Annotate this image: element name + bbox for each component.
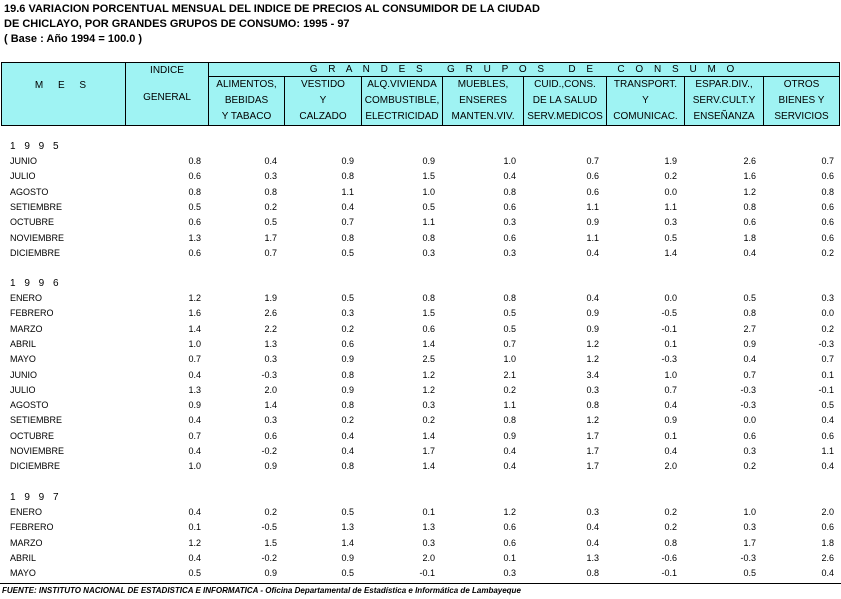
table-cell: 1.0 — [503, 156, 516, 166]
table-row — [0, 370, 841, 384]
table-cell: 0.3 — [264, 171, 277, 182]
table-cell: 0.6 — [743, 217, 756, 228]
table-title-line-1: 19.6 VARIACION PORCENTUAL MENSUAL DEL INDICE DE PRECIOS AL CONSUMIDOR DE LA CIUDAD — [4, 3, 540, 15]
table-cell: -0.1 — [818, 384, 834, 395]
table-cell: 1.5 — [422, 171, 435, 182]
month-label: JUNIO — [10, 369, 37, 380]
table-cell: 0.9 — [264, 568, 277, 579]
table-cell: 0.2 — [664, 171, 677, 182]
table-cell: 0.6 — [586, 186, 599, 197]
table-cell: 0.9 — [341, 156, 354, 166]
table-cell: 2.0 — [264, 384, 277, 395]
year-label: 1 9 9 5 — [10, 141, 62, 152]
table-cell: 0.6 — [821, 430, 834, 441]
table-cell: 2.2 — [264, 323, 277, 334]
table-cell: 1.4 — [188, 323, 201, 334]
table-cell: 1.3 — [188, 232, 201, 243]
table-cell: 0.3 — [422, 400, 435, 411]
table-cell: 1.4 — [664, 247, 677, 258]
month-label: JUNIO — [10, 156, 37, 166]
table-cell: 0.9 — [341, 354, 354, 365]
table-cell: 0.4 — [664, 446, 677, 456]
table-cell: 0.8 — [821, 186, 834, 197]
table-cell: 0.7 — [341, 217, 354, 228]
table-cell: 1.7 — [586, 461, 599, 472]
table-row — [0, 415, 841, 429]
month-label: NOVIEMBRE — [10, 232, 65, 243]
table-cell: 1.4 — [264, 400, 277, 411]
table-cell: -0.1 — [419, 568, 435, 579]
table-cell: 0.6 — [586, 171, 599, 182]
table-cell: 2.0 — [422, 552, 435, 563]
month-label: JULIO — [10, 171, 36, 182]
month-label: OCTUBRE — [10, 217, 55, 228]
table-cell: 2.0 — [664, 461, 677, 472]
table-cell: 0.8 — [664, 537, 677, 548]
table-cell: 0.4 — [188, 507, 201, 517]
table-cell: 0.4 — [188, 552, 201, 563]
header-group-8: OTROS BIENES Y SERVICIOS — [764, 77, 840, 126]
table-cell: 0.7 — [664, 384, 677, 395]
table-cell: 0.9 — [341, 552, 354, 563]
table-cell: 0.3 — [422, 247, 435, 258]
table-cell: 0.8 — [188, 186, 201, 197]
table-base-note: ( Base : Año 1994 = 100.0 ) — [4, 33, 143, 45]
table-row — [0, 385, 841, 399]
header-group-1: ALIMENTOS, BEBIDAS Y TABACO — [209, 77, 285, 126]
table-row — [0, 339, 841, 353]
table-cell: 0.3 — [264, 415, 277, 426]
table-cell: 0.0 — [664, 293, 677, 303]
table-row — [0, 187, 841, 201]
table-cell: 0.5 — [341, 247, 354, 258]
table-cell: 0.8 — [743, 201, 756, 212]
table-row — [0, 461, 841, 475]
table-cell: 0.2 — [264, 201, 277, 212]
table-cell: 0.6 — [188, 217, 201, 228]
table-cell: 0.6 — [188, 171, 201, 182]
table-cell: 0.4 — [188, 369, 201, 380]
table-cell: 1.9 — [664, 156, 677, 166]
month-label: ENERO — [10, 507, 43, 517]
table-cell: 0.3 — [422, 537, 435, 548]
table-cell: 0.4 — [503, 446, 516, 456]
table-cell: 0.8 — [422, 293, 435, 303]
table-cell: 1.0 — [664, 369, 677, 380]
table-cell: 1.2 — [586, 338, 599, 349]
table-row — [0, 553, 841, 567]
table-cell: 0.3 — [586, 507, 599, 517]
table-cell: 0.8 — [586, 400, 599, 411]
table-cell: 0.0 — [821, 308, 834, 319]
table-cell: 1.8 — [743, 232, 756, 243]
table-cell: 0.3 — [264, 354, 277, 365]
table-cell: 0.3 — [664, 217, 677, 228]
year-label: 1 9 9 7 — [10, 492, 62, 503]
month-label: MAYO — [10, 568, 36, 579]
table-cell: 0.9 — [586, 217, 599, 228]
table-cell: 0.8 — [341, 369, 354, 380]
month-label: ABRIL — [10, 338, 37, 349]
table-cell: 0.2 — [664, 507, 677, 517]
month-label: ABRIL — [10, 552, 37, 563]
table-cell: 0.6 — [188, 247, 201, 258]
table-cell: 2.5 — [422, 354, 435, 365]
table-cell: 1.4 — [422, 430, 435, 441]
table-cell: 0.4 — [743, 247, 756, 258]
table-cell: 1.7 — [422, 446, 435, 456]
month-label: DICIEMBRE — [10, 247, 61, 258]
table-cell: 0.6 — [821, 201, 834, 212]
table-cell: 0.6 — [743, 430, 756, 441]
table-cell: 0.6 — [503, 522, 516, 533]
table-cell: 1.1 — [503, 400, 516, 411]
table-cell: 0.2 — [821, 247, 834, 258]
table-cell: -0.2 — [261, 446, 277, 456]
table-cell: 0.7 — [821, 354, 834, 365]
table-cell: 1.1 — [422, 217, 435, 228]
table-cell: 0.6 — [503, 537, 516, 548]
table-cell: 0.2 — [422, 415, 435, 426]
table-cell: 1.4 — [422, 461, 435, 472]
table-row — [0, 400, 841, 414]
table-cell: 1.2 — [743, 186, 756, 197]
table-cell: 0.7 — [586, 156, 599, 166]
table-cell: 0.4 — [821, 568, 834, 579]
table-cell: 0.3 — [743, 446, 756, 456]
table-cell: 0.5 — [503, 323, 516, 334]
table-cell: 0.9 — [586, 323, 599, 334]
table-cell: 0.7 — [188, 430, 201, 441]
table-cell: 2.6 — [743, 156, 756, 166]
table-cell: 0.9 — [341, 384, 354, 395]
table-cell: 0.9 — [264, 461, 277, 472]
month-label: ENERO — [10, 293, 43, 303]
table-cell: -0.6 — [661, 552, 677, 563]
table-cell: 0.6 — [821, 217, 834, 228]
table-cell: 0.1 — [188, 522, 201, 533]
table-cell: 1.8 — [821, 537, 834, 548]
month-label: JULIO — [10, 384, 36, 395]
table-cell: 0.6 — [341, 338, 354, 349]
header-group-7: ESPAR.DIV., SERV.CULT.Y ENSEÑANZA — [685, 77, 764, 126]
table-cell: 0.6 — [422, 323, 435, 334]
table-cell: 1.2 — [503, 507, 516, 517]
header-group-5: CUID.,CONS. DE LA SALUD SERV.MEDICOS — [524, 77, 607, 126]
table-cell: 1.0 — [188, 338, 201, 349]
table-row — [0, 507, 841, 521]
table-cell: 0.2 — [821, 323, 834, 334]
table-row — [0, 522, 841, 536]
table-cell: 0.7 — [264, 247, 277, 258]
table-cell: 0.4 — [821, 415, 834, 426]
table-cell: 1.7 — [586, 446, 599, 456]
table-cell: 1.2 — [188, 293, 201, 303]
table-cell: 0.8 — [264, 186, 277, 197]
table-cell: 2.0 — [821, 507, 834, 517]
table-cell: 0.8 — [341, 400, 354, 411]
table-cell: 1.3 — [188, 384, 201, 395]
header-group-2: VESTIDO Y CALZADO — [285, 77, 362, 126]
table-cell: 0.3 — [503, 217, 516, 228]
table-bottom-rule — [0, 583, 841, 584]
table-cell: 1.5 — [422, 308, 435, 319]
month-label: DICIEMBRE — [10, 461, 61, 472]
table-cell: -0.5 — [261, 522, 277, 533]
table-cell: 0.1 — [664, 430, 677, 441]
table-cell: 0.0 — [664, 186, 677, 197]
table-cell: 1.0 — [743, 507, 756, 517]
table-cell: 0.5 — [188, 201, 201, 212]
header-mes: M E S — [2, 63, 126, 126]
table-cell: 0.5 — [743, 568, 756, 579]
table-cell: 0.4 — [586, 293, 599, 303]
month-label: NOVIEMBRE — [10, 446, 65, 456]
table-cell: 0.5 — [743, 293, 756, 303]
table-cell: 0.4 — [586, 537, 599, 548]
table-cell: 0.3 — [586, 384, 599, 395]
table-cell: 0.0 — [743, 415, 756, 426]
table-cell: -0.5 — [661, 308, 677, 319]
table-cell: 0.4 — [188, 446, 201, 456]
header-group-3: ALQ.VIVIENDA COMBUSTIBLE, ELECTRICIDAD — [362, 77, 443, 126]
table-row — [0, 217, 841, 231]
table-cell: -0.3 — [661, 354, 677, 365]
table-cell: 1.3 — [422, 522, 435, 533]
table-cell: 1.7 — [586, 430, 599, 441]
table-cell: 0.8 — [743, 308, 756, 319]
table-cell: -0.3 — [740, 552, 756, 563]
table-cell: 0.4 — [586, 247, 599, 258]
month-label: SETIEMBRE — [10, 201, 63, 212]
table-cell: 0.8 — [341, 232, 354, 243]
table-cell: 0.7 — [188, 354, 201, 365]
table-cell: -0.1 — [661, 568, 677, 579]
table-cell: 0.9 — [586, 308, 599, 319]
table-cell: 1.2 — [422, 369, 435, 380]
table-row — [0, 202, 841, 216]
table-cell: 0.2 — [743, 461, 756, 472]
table-cell: 0.1 — [821, 369, 834, 380]
month-label: FEBRERO — [10, 522, 54, 533]
table-cell: 0.4 — [341, 446, 354, 456]
table-cell: 1.6 — [188, 308, 201, 319]
table-row — [0, 248, 841, 262]
table-cell: -0.3 — [740, 400, 756, 411]
table-cell: 0.1 — [503, 552, 516, 563]
table-cell: 1.2 — [586, 354, 599, 365]
table-cell: 1.3 — [586, 552, 599, 563]
table-cell: 0.2 — [341, 415, 354, 426]
table-cell: 0.5 — [422, 201, 435, 212]
table-cell: 0.4 — [664, 400, 677, 411]
table-cell: 1.3 — [341, 522, 354, 533]
table-cell: 1.9 — [264, 293, 277, 303]
month-label: SETIEMBRE — [10, 415, 63, 426]
table-cell: -0.3 — [818, 338, 834, 349]
month-label: OCTUBRE — [10, 430, 55, 441]
table-cell: 1.0 — [188, 461, 201, 472]
table-cell: 1.7 — [743, 537, 756, 548]
header-group-4: MUEBLES, ENSERES MANTEN.VIV. — [443, 77, 524, 126]
table-cell: 0.5 — [341, 293, 354, 303]
table-cell: 0.8 — [422, 232, 435, 243]
table-row — [0, 233, 841, 247]
table-title-line-2: DE CHICLAYO, POR GRANDES GRUPOS DE CONSUMO: 1995 - 97 — [4, 18, 350, 30]
table-cell: 0.4 — [341, 430, 354, 441]
month-label: AGOSTO — [10, 186, 49, 197]
table-cell: 1.2 — [188, 537, 201, 548]
table-cell: -0.1 — [661, 323, 677, 334]
table-cell: 0.6 — [821, 522, 834, 533]
month-label: AGOSTO — [10, 400, 49, 411]
table-cell: 0.2 — [503, 384, 516, 395]
table-row — [0, 308, 841, 322]
table-cell: 0.4 — [503, 171, 516, 182]
table-cell: 1.1 — [664, 201, 677, 212]
table-cell: 0.3 — [743, 522, 756, 533]
table-cell: -0.3 — [740, 384, 756, 395]
table-cell: 0.8 — [503, 293, 516, 303]
table-cell: 0.4 — [503, 461, 516, 472]
table-cell: 1.5 — [264, 537, 277, 548]
table-cell: 0.4 — [188, 415, 201, 426]
table-cell: 0.6 — [264, 430, 277, 441]
table-cell: 0.4 — [264, 156, 277, 166]
table-cell: 0.9 — [743, 338, 756, 349]
table-cell: 0.1 — [422, 507, 435, 517]
table-cell: 0.5 — [264, 217, 277, 228]
table-cell: 0.7 — [821, 156, 834, 166]
table-cell: 0.6 — [821, 232, 834, 243]
table-cell: 1.2 — [422, 384, 435, 395]
table-cell: 0.7 — [743, 369, 756, 380]
table-row — [0, 171, 841, 185]
table-cell: 0.3 — [503, 247, 516, 258]
table-cell: -0.2 — [261, 552, 277, 563]
table-cell: 0.8 — [503, 415, 516, 426]
table-cell: 0.2 — [341, 323, 354, 334]
table-cell: 0.5 — [664, 232, 677, 243]
table-row — [0, 354, 841, 368]
table-cell: 2.1 — [503, 369, 516, 380]
month-label: MARZO — [10, 537, 43, 548]
table-row — [0, 538, 841, 552]
month-label: FEBRERO — [10, 308, 54, 319]
table-cell: 0.9 — [188, 400, 201, 411]
month-label: MARZO — [10, 323, 43, 334]
table-cell: -0.3 — [261, 369, 277, 380]
table-cell: 0.8 — [188, 156, 201, 166]
table-cell: 0.8 — [503, 186, 516, 197]
table-header — [1, 62, 840, 126]
table-cell: 2.7 — [743, 323, 756, 334]
table-cell: 0.6 — [503, 232, 516, 243]
table-cell: 1.4 — [341, 537, 354, 548]
table-cell: 1.7 — [264, 232, 277, 243]
table-cell: 0.8 — [586, 568, 599, 579]
header-group-6: TRANSPORT. Y COMUNICAC. — [607, 77, 685, 126]
table-cell: 0.3 — [503, 568, 516, 579]
table-cell: 1.1 — [821, 446, 834, 456]
table-cell: 1.1 — [586, 232, 599, 243]
table-cell: 2.6 — [821, 552, 834, 563]
table-row — [0, 324, 841, 338]
table-row — [0, 568, 841, 582]
table-cell: 0.2 — [664, 522, 677, 533]
table-row — [0, 446, 841, 460]
table-cell: 1.6 — [743, 171, 756, 182]
table-cell: 0.8 — [341, 171, 354, 182]
table-cell: 3.4 — [586, 369, 599, 380]
month-label: MAYO — [10, 354, 36, 365]
source-note: FUENTE: INSTITUTO NACIONAL DE ESTADISTICA E INFORMATICA - Oficina Departamental de Estadística e Informática de Lambayeque — [2, 586, 521, 595]
table-row — [0, 156, 841, 170]
header-grandes-grupos: G R A N D E S G R U P O S D E C O N S U M O — [209, 63, 840, 77]
table-cell: 0.2 — [264, 507, 277, 517]
table-cell: 1.0 — [422, 186, 435, 197]
table-cell: 1.4 — [422, 338, 435, 349]
table-cell: 1.1 — [341, 186, 354, 197]
table-cell: 1.0 — [503, 354, 516, 365]
table-cell: 0.5 — [503, 308, 516, 319]
table-cell: 0.3 — [341, 308, 354, 319]
table-cell: 0.5 — [821, 400, 834, 411]
table-cell: 0.5 — [341, 568, 354, 579]
table-cell: 0.4 — [821, 461, 834, 472]
table-cell: 0.6 — [821, 171, 834, 182]
table-cell: 0.7 — [503, 338, 516, 349]
table-cell: 0.8 — [341, 461, 354, 472]
header-indice-general: INDICE GENERAL — [126, 63, 209, 126]
table-row — [0, 293, 841, 307]
table-cell: 0.4 — [341, 201, 354, 212]
table-cell: 0.4 — [743, 354, 756, 365]
table-cell: 0.5 — [188, 568, 201, 579]
table-cell: 0.5 — [341, 507, 354, 517]
table-cell: 0.1 — [664, 338, 677, 349]
table-cell: 0.9 — [664, 415, 677, 426]
table-cell: 1.3 — [264, 338, 277, 349]
table-row — [0, 431, 841, 445]
year-label: 1 9 9 6 — [10, 278, 62, 289]
table-cell: 0.6 — [503, 201, 516, 212]
table-cell: 0.9 — [503, 430, 516, 441]
table-cell: 1.1 — [586, 201, 599, 212]
table-cell: 0.9 — [422, 156, 435, 166]
table-cell: 0.4 — [586, 522, 599, 533]
table-cell: 0.3 — [821, 293, 834, 303]
table-cell: 2.6 — [264, 308, 277, 319]
table-cell: 1.2 — [586, 415, 599, 426]
